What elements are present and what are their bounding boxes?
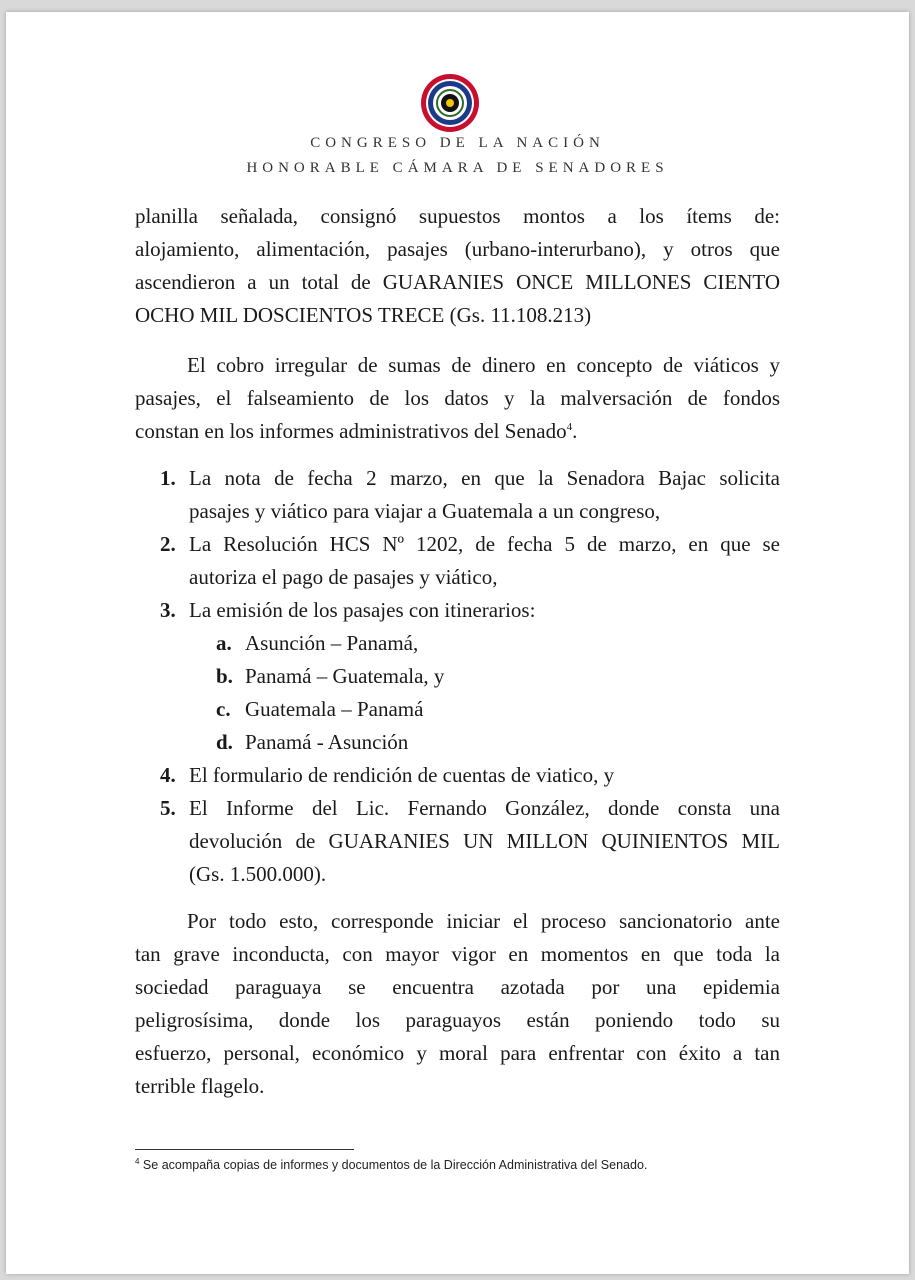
text-line: El cobro irregular de sumas de dinero en concepto de viáticos y — [187, 353, 780, 377]
list-item — [135, 528, 780, 594]
list-item — [135, 462, 780, 528]
text-line: Guatemala – Panamá — [245, 697, 424, 721]
text-line: Asunción – Panamá, — [245, 631, 419, 655]
text-line: alojamiento, alimentación, pasajes (urbano-interurbano), y otros que — [135, 237, 780, 261]
text-line: La nota de fecha 2 marzo, en que la Senadora Bajac solicita — [189, 466, 780, 490]
text-line: ascendieron a un total de GUARANIES ONCE MILLONES CIENTO — [135, 270, 780, 294]
text-line: La Resolución HCS Nº 1202, de fecha 5 de marzo, en que se — [189, 532, 780, 556]
sublist-item — [135, 726, 780, 759]
list-item — [135, 759, 780, 792]
text-line: Por todo esto, corresponde iniciar el proceso sancionatorio ante — [187, 909, 780, 933]
text-line: esfuerzo, personal, económico y moral para enfrentar con éxito a tan — [135, 1041, 780, 1065]
text-line: tan grave inconducta, con mayor vigor en momentos en que toda la — [135, 942, 780, 966]
footnote-reference[interactable]: 4 — [566, 421, 573, 433]
text-span: constan en los informes administrativos del Senado — [135, 419, 567, 443]
text-line: pasajes, el falseamiento de los datos y la malversación de fondos — [135, 386, 780, 410]
footnote-number: 4 — [135, 1156, 140, 1166]
list-number: 1. — [160, 466, 176, 490]
senate-seal-logo — [420, 73, 480, 133]
text-span: . — [572, 419, 578, 443]
text-line: Panamá – Guatemala, y — [245, 664, 445, 688]
text-line: sociedad paraguaya se encuentra azotada por una epidemia — [135, 975, 780, 999]
sublist-letter: a. — [216, 631, 232, 655]
list-number: 5. — [160, 796, 176, 820]
text-line: devolución de GUARANIES UN MILLON QUINIENTOS MIL — [189, 829, 780, 853]
sublist-item — [135, 693, 780, 726]
list-item — [135, 594, 780, 627]
document-page — [6, 12, 909, 1274]
text-line: El formulario de rendición de cuentas de viatico, y — [189, 763, 615, 787]
text-line: El Informe del Lic. Fernando González, donde consta una — [189, 796, 780, 820]
text-line: planilla señalada, consignó supuestos montos a los ítems de: — [135, 204, 780, 228]
header-chamber: HONORABLE CÁMARA DE SENADORES — [246, 160, 669, 176]
sublist-item — [135, 660, 780, 693]
evidence-list — [135, 462, 780, 891]
list-item — [135, 792, 780, 891]
sublist-letter: b. — [216, 664, 233, 688]
text-line: terrible flagelo. — [135, 1074, 265, 1098]
footnote-text: Se acompaña copias de informes y documentos de la Dirección Administrativa del Senado. — [139, 1158, 648, 1172]
list-number: 3. — [160, 598, 176, 622]
text-line: peligrosísima, donde los paraguayos están poniendo todo su — [135, 1008, 780, 1032]
header-congress: CONGRESO DE LA NACIÓN — [310, 135, 605, 151]
text-line: autoriza el pago de pasajes y viático, — [189, 565, 498, 589]
text-line: La emisión de los pasajes con itinerarios: — [189, 598, 536, 622]
list-number: 4. — [160, 763, 176, 787]
footnote-divider — [135, 1149, 354, 1150]
list-number: 2. — [160, 532, 176, 556]
paragraph-conclusion — [135, 905, 780, 1103]
footnote — [135, 1158, 835, 1172]
text-line: pasajes y viático para viajar a Guatemala a un congreso, — [189, 499, 661, 523]
text-line: OCHO MIL DOSCIENTOS TRECE (Gs. 11.108.213) — [135, 303, 592, 327]
paragraph-amounts — [135, 200, 780, 332]
text-line: (Gs. 1.500.000). — [189, 862, 327, 886]
sublist-item — [135, 627, 780, 660]
sublist-letter: c. — [216, 697, 231, 721]
text-line: Panamá - Asunción — [245, 730, 409, 754]
text-line — [135, 415, 780, 448]
paragraph-irregular-collection — [135, 349, 780, 448]
sublist-letter: d. — [216, 730, 233, 754]
